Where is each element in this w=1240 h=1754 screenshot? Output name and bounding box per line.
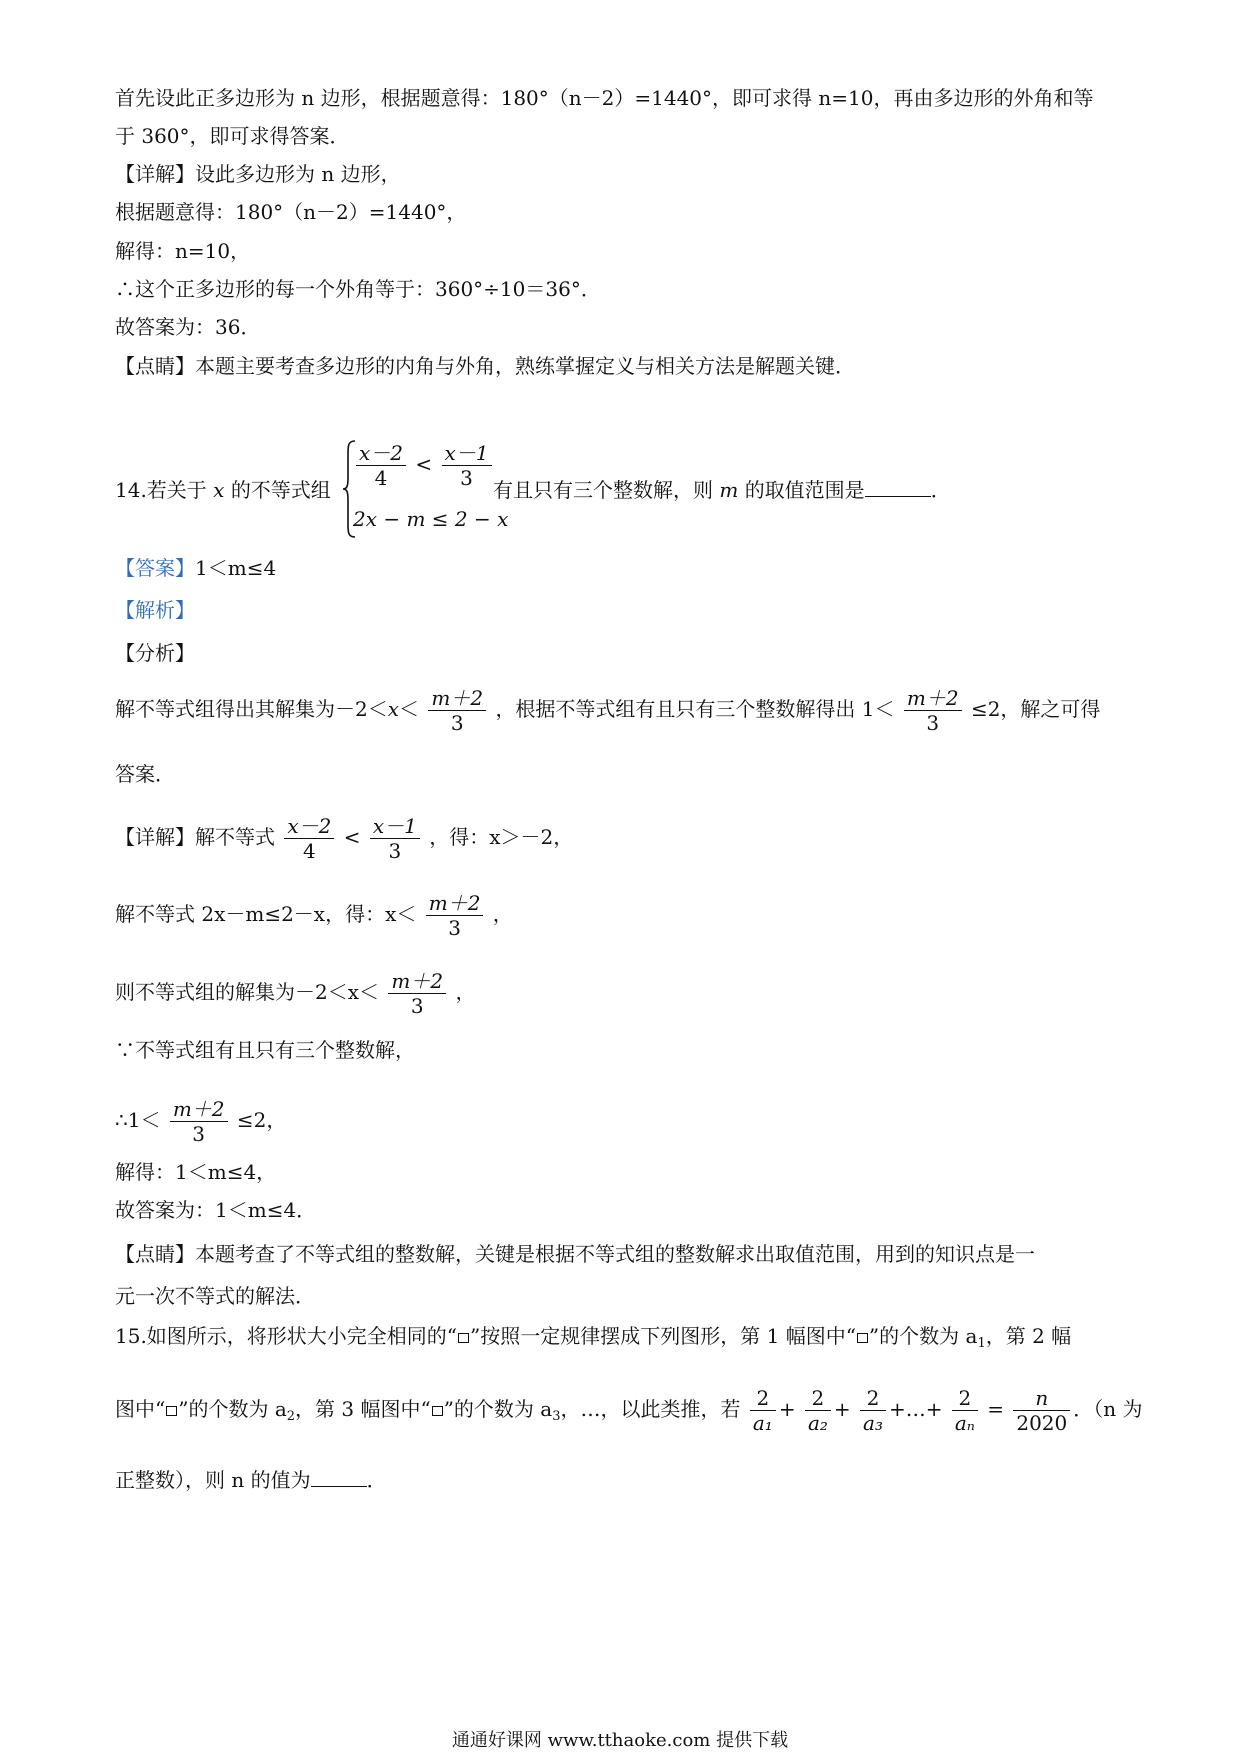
system-row-1: $\frac{x-2}{4}$ < $\frac{x-1}{3}$ [353,441,495,490]
detail-13-line-4: ∴这个正多边形的每一个外角等于：360°÷10＝36°． [115,277,601,301]
comment-13 [115,352,855,380]
question-15-line-2: 图中“ ”的个数为 $a_2$，第 3 幅图中“ ”的个数为 $a_3$，…，以此类推，若 $\frac{2}{\text{a₁}}$ + $\frac{2}{\text{a₂}}$ + $\frac{2}{\text{a₃}}$ +…+ $\frac{2}{\text{aₙ}}$ = $\frac{n}{2020}$ ．（n 为 [115,1386,1143,1435]
answer-text: 1＜m≤4 [195,556,277,580]
detail-13-line-5: 故答案为：36． [115,315,261,339]
answer-tag: 【答案】 [115,556,195,580]
analysis-tag: 【分析】 [115,641,195,665]
detail-14-line-1: 【详解】解不等式 $\frac{x-2}{4}$ < $\frac{x-1}{3}$ ，得：x＞－2， [115,814,574,863]
detail-14-line-3: 则不等式组的解集为－2＜x＜ $\frac{m+2}{3}$ ， [115,969,476,1018]
detail-13-line-2: 根据题意得：180°（n－2）=1440°， [115,200,467,224]
answer-blank [865,476,931,497]
comment-14-line-2: 元一次不等式的解法． [115,1284,315,1308]
analysis-14-line-1: 解不等式组得出其解集为－2＜x＜ $\frac{m+2}{3}$ ，根据不等式组有且只有三个整数解得出 1＜ $\frac{m+2}{3}$ ≤2，解之可得 [115,686,1101,735]
square-icon [458,1333,469,1343]
detail-13-line-3: 解得：n=10， [115,239,251,263]
square-icon [857,1333,868,1343]
footer-source: 通通好课网 www.tthaoke.com 提供下载 [451,1730,789,1751]
analysis-14-line-2: 答案． [115,762,175,786]
detail-14-line-6: 解得：1＜m≤4， [115,1160,277,1184]
answer-line [115,554,276,582]
analysis-line-2: 于 360°，即可求得答案． [115,124,350,148]
question-15-line-1: 15.如图所示，将形状大小完全相同的“ ”按照一定规律摆成下列图形，第 1 幅图中“ ”的个数为 $a_1$，第 2 幅 [115,1324,1072,1351]
solution-tag: 【解析】 [115,598,195,622]
detail-14-line-4: ∵不等式组有且只有三个整数解， [115,1038,415,1062]
detail-text: 设此多边形为 n 边形， [195,162,401,186]
comment-14-line-1: 【点睛】本题考查了不等式组的整数解，关键是根据不等式组的整数解求出取值范围，用到的知识点是一 [115,1242,1035,1266]
answer-blank [311,1466,367,1487]
comment-tag: 【点睛】 [115,354,195,378]
question-15-line-3: 正整数），则 n 的值为 ． [115,1468,387,1492]
detail-14-line-7: 故答案为：1＜m≤4． [115,1198,317,1222]
detail-14-line-5: ∴1＜ $\frac{m+2}{3}$ ≤2， [115,1097,287,1146]
question-14-tail: 有且只有三个整数解，则 m 的取值范围是 ． [493,478,951,502]
square-icon [166,1406,177,1416]
comment-text: 本题主要考查多边形的内角与外角，熟练掌握定义与相关方法是解题关键． [195,354,855,378]
square-icon [432,1406,443,1416]
detail-14-line-2: 解不等式 2x－m≤2－x，得：x＜ $\frac{m+2}{3}$ ， [115,891,513,940]
system-row-2: 2x − m ≤ 2 − x [353,507,509,531]
detail-13-line-1 [115,160,401,188]
analysis-line-1: 首先设此正多边形为 n 边形，根据题意得：180°（n－2）=1440°，即可求得 n=10，再由多边形的外角和等 [115,86,1094,110]
detail-tag: 【详解】 [115,162,195,186]
question-14-text: 14.若关于 x 的不等式组 [115,478,331,502]
